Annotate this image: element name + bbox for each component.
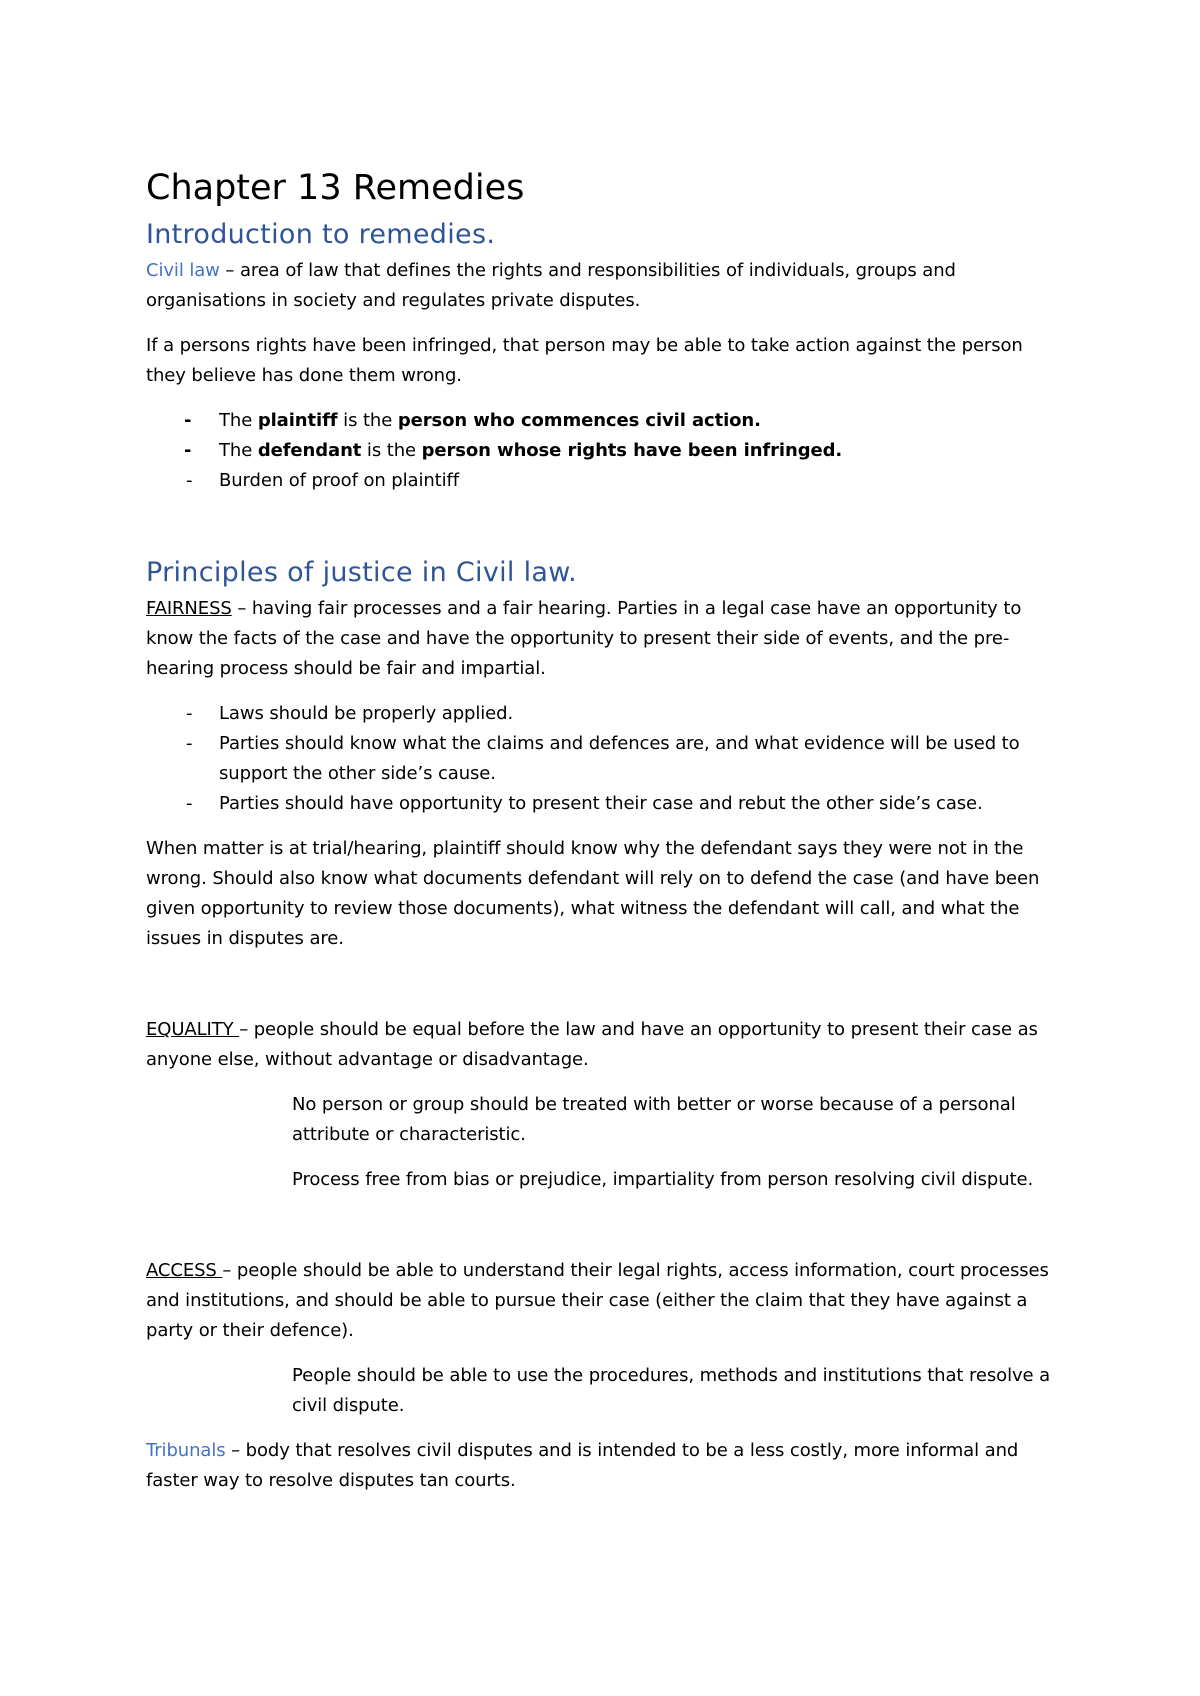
access-term: ACCESS [146, 1260, 223, 1281]
bullet-dash: - [186, 733, 193, 754]
fairness-bullet-1: Laws should be properly applied. [219, 703, 514, 724]
fairness-bullet-2: Parties should know what the claims and defences are, and what evidence will be used to [219, 733, 1020, 754]
bullet-dash: - [186, 470, 193, 491]
access-indent-1b: civil dispute. [292, 1395, 405, 1416]
access-line1: ACCESS – people should be able to understand their legal rights, access information, court processes [146, 1260, 1049, 1281]
page-title: Chapter 13 Remedies [146, 168, 525, 208]
tribunals-term: Tribunals [146, 1440, 226, 1461]
fairness-line2: know the facts of the case and have the opportunity to present their side of events, and the pre- [146, 628, 1010, 649]
equality-line1: EQUALITY – people should be equal before the law and have an opportunity to present their case as [146, 1019, 1038, 1040]
fairness-bullet-3: Parties should have opportunity to present their case and rebut the other side’s case. [219, 793, 983, 814]
access-line3: party or their defence). [146, 1320, 354, 1341]
access-line2: and institutions, and should be able to pursue their case (either the claim that they have against a [146, 1290, 1028, 1311]
equality-indent-1b: attribute or characteristic. [292, 1124, 526, 1145]
fairness-para-line4: issues in disputes are. [146, 928, 344, 949]
civil-law-term: Civil law [146, 260, 220, 281]
bullet-dash: - [184, 410, 192, 431]
tribunals-line2: faster way to resolve disputes tan courts. [146, 1470, 516, 1491]
fairness-line1: FAIRNESS – having fair processes and a fair hearing. Parties in a legal case have an opportunity to [146, 598, 1022, 619]
civil-law-definition-cont: organisations in society and regulates private disputes. [146, 290, 641, 311]
fairness-para-line2: wrong. Should also know what documents defendant will rely on to defend the case (and have been [146, 868, 1040, 889]
fairness-para-line1: When matter is at trial/hearing, plaintiff should know why the defendant says they were not in the [146, 838, 1024, 859]
access-indent-1a: People should be able to use the procedures, methods and institutions that resolve a [292, 1365, 1051, 1386]
equality-term: EQUALITY [146, 1019, 240, 1040]
civil-law-definition: Civil law – area of law that defines the rights and responsibilities of individuals, groups and [146, 260, 956, 281]
principles-heading: Principles of justice in Civil law. [146, 557, 578, 588]
equality-indent-2: Process free from bias or prejudice, impartiality from person resolving civil dispute. [292, 1169, 1034, 1190]
bullet-plaintiff: The plaintiff is the person who commences civil action. [219, 410, 761, 431]
intro-paragraph-line2: they believe has done them wrong. [146, 365, 462, 386]
equality-line2: anyone else, without advantage or disadvantage. [146, 1049, 589, 1070]
intro-paragraph-line1: If a persons rights have been infringed, that person may be able to take action against the person [146, 335, 1023, 356]
fairness-para-line3: given opportunity to review those documents), what witness the defendant will call, and what the [146, 898, 1020, 919]
bullet-dash: - [186, 793, 193, 814]
equality-indent-1a: No person or group should be treated with better or worse because of a personal [292, 1094, 1016, 1115]
tribunals-line1: Tribunals – body that resolves civil disputes and is intended to be a less costly, more informal and [146, 1440, 1019, 1461]
bullet-burden-of-proof: Burden of proof on plaintiff [219, 470, 459, 491]
bullet-dash: - [186, 703, 193, 724]
fairness-bullet-2-cont: support the other side’s cause. [219, 763, 496, 784]
bullet-defendant: The defendant is the person whose rights have been infringed. [219, 440, 843, 461]
fairness-line3: hearing process should be fair and impartial. [146, 658, 546, 679]
fairness-term: FAIRNESS [146, 598, 232, 619]
bullet-dash: - [184, 440, 192, 461]
intro-heading: Introduction to remedies. [146, 219, 496, 250]
